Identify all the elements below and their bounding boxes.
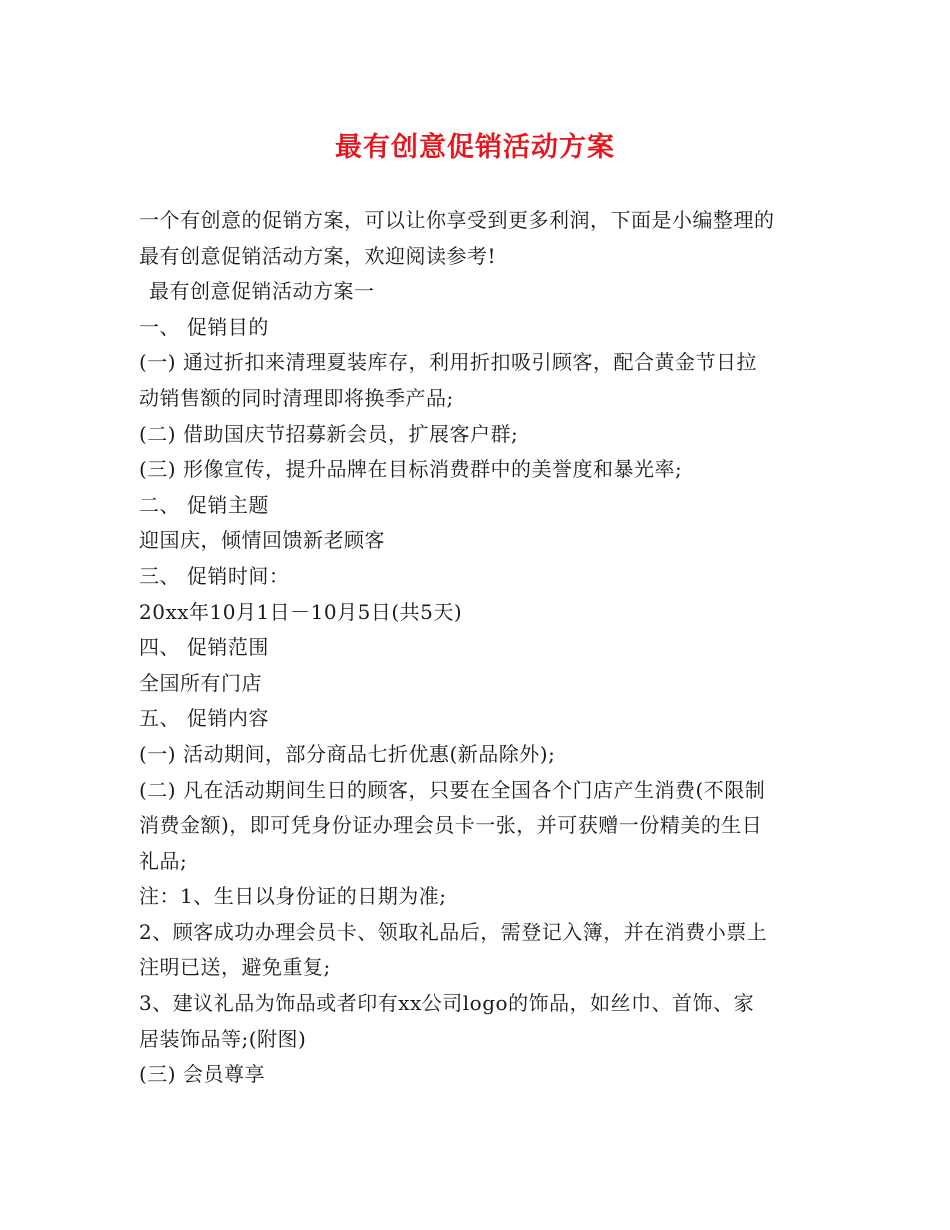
paragraph-line: 20xx年10月1日－10月5日(共5天) <box>139 599 463 624</box>
paragraph-line: 消费金额)，即可凭身份证办理会员卡一张，并可获赠一份精美的生日 <box>139 813 763 838</box>
paragraph-line: (二) 凡在活动期间生日的顾客，只要在全国各个门店产生消费(不限制 <box>139 777 766 802</box>
paragraph-line: 3、建议礼品为饰品或者印有xx公司logo的饰品，如丝巾、首饰、家 <box>139 991 755 1016</box>
paragraph-line: (二) 借助国庆节招募新会员，扩展客户群; <box>139 421 519 446</box>
section-heading: 二、 促销主题 <box>139 492 269 517</box>
paragraph-line: 居装饰品等;(附图) <box>139 1026 307 1051</box>
paragraph-line: 全国所有门店 <box>139 670 262 695</box>
paragraph-line: 注：1、生日以身份证的日期为准; <box>139 884 447 909</box>
paragraph-line: 最有创意促销活动方案，欢迎阅读参考! <box>139 243 497 268</box>
paragraph-line: (三) 形像宣传，提升品牌在目标消费群中的美誉度和暴光率; <box>139 457 683 482</box>
section-heading: 三、 促销时间： <box>139 563 290 588</box>
document-title: 最有创意促销活动方案 <box>335 132 615 163</box>
paragraph-line: 注明已送，避免重复; <box>139 955 331 980</box>
section-heading: 最有创意促销活动方案一 <box>149 279 375 304</box>
paragraph-line: 迎国庆，倾情回馈新老顾客 <box>139 528 385 553</box>
paragraph-line: 动销售额的同时清理即将换季产品; <box>139 385 454 410</box>
paragraph-line: 一个有创意的促销方案，可以让你享受到更多利润，下面是小编整理的 <box>139 208 775 232</box>
paragraph-line: (一) 通过折扣来清理夏装库存，利用折扣吸引顾客，配合黄金节日拉 <box>139 350 757 375</box>
paragraph-line: (三) 会员尊享 <box>139 1062 265 1087</box>
section-heading: 一、 促销目的 <box>139 314 269 339</box>
paragraph-line: 礼品; <box>139 848 188 873</box>
section-heading: 五、 促销内容 <box>139 706 269 731</box>
document-body <box>139 203 819 1093</box>
section-heading: 四、 促销范围 <box>139 635 269 660</box>
paragraph-line: 2、顾客成功办理会员卡、领取礼品后，需登记入簿，并在消费小票上 <box>139 919 768 944</box>
paragraph-line: (一) 活动期间，部分商品七折优惠(新品除外); <box>139 741 556 766</box>
